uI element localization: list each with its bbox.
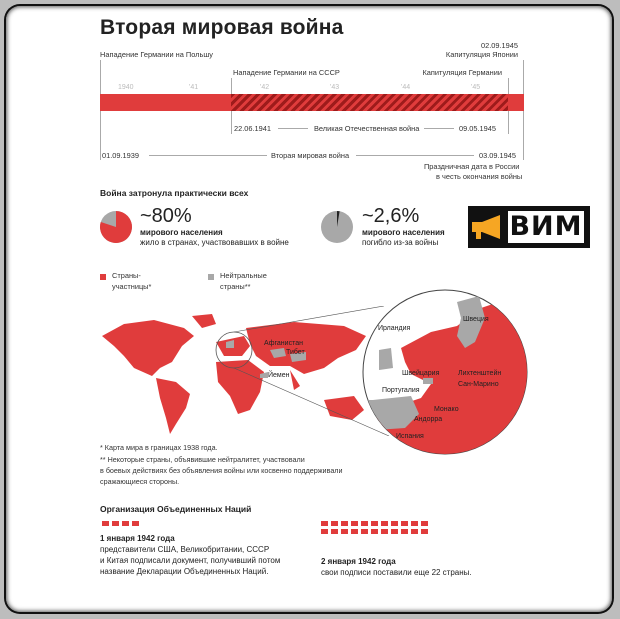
stat-2-value: ~2,6% (362, 205, 420, 227)
label-portugal: Португалия (382, 387, 420, 394)
germany-ussr-label: Нападение Германии на СССР (233, 68, 340, 77)
signatory-square (411, 521, 418, 526)
signatory-square (331, 521, 338, 526)
label-monaco: Монако (434, 406, 459, 413)
gpw-bar (231, 94, 508, 111)
ireland-shape (379, 348, 393, 370)
gpw-end-date: 09.05.1945 (459, 124, 496, 133)
signatory-square (341, 521, 348, 526)
legend-neutral-2: страны** (220, 282, 251, 291)
connector (356, 155, 474, 156)
year-tick: 1940 (118, 84, 134, 91)
vim-logo (468, 206, 590, 248)
participation-pie (98, 209, 134, 245)
label-san-marino: Сан-Марино (458, 381, 499, 388)
signatory-square (341, 529, 348, 534)
un-desc-1b: и Китая подписали документ, получивший потом (100, 556, 281, 565)
logo-text: ВИМ (509, 211, 583, 242)
footnote-1: * Карта мира в границах 1938 года. (100, 443, 218, 452)
switzerland-shape (423, 378, 433, 384)
asia (246, 322, 366, 374)
signatory-square (102, 521, 109, 526)
year-tick: '42 (260, 84, 270, 91)
signatory-squares-1942-jan-2 (321, 521, 431, 534)
un-date-1: 1 января 1942 года (100, 534, 175, 543)
signatory-square (351, 521, 358, 526)
label-tibet: Тибет (286, 349, 305, 356)
signatory-squares-1942-jan-1 (102, 521, 139, 526)
holiday-note: Праздничная дата в России (424, 162, 520, 171)
year-tick: '44 (401, 84, 411, 91)
un-desc-1c: название Декларации Объединенных Наций. (100, 567, 269, 576)
year-tick: '41 (189, 84, 199, 91)
label-spain: Испания (396, 433, 424, 440)
signatory-square (321, 529, 328, 534)
ww2-start-date: 01.09.1939 (102, 151, 139, 160)
stat-1-desc: жило в странах, участвовавших в войне (140, 238, 289, 247)
label-switzerland: Швейцария (402, 370, 440, 377)
year-tick: '45 (471, 84, 481, 91)
europe-zoom (361, 288, 529, 456)
casualty-pie (319, 209, 355, 245)
legend-participants: Страны- (112, 271, 141, 280)
signatory-square (401, 521, 408, 526)
un-date-2: 2 января 1942 года (321, 557, 396, 566)
signatory-square (351, 529, 358, 534)
ww2-label: Вторая мировая война (271, 151, 350, 160)
signatory-square (361, 529, 368, 534)
signatory-square (421, 521, 428, 526)
signatory-square (411, 529, 418, 534)
signatory-square (391, 521, 398, 526)
footnote-2a: ** Некоторые страны, объявившие нейтралитет, участвовали (100, 455, 305, 464)
japan-capitulation-date: 02.09.1945 (481, 41, 518, 50)
stat-2-label: мирового населения (362, 228, 445, 237)
megaphone-icon (472, 214, 506, 240)
un-heading: Организация Объединенных Наций (100, 504, 252, 514)
south-america (156, 378, 190, 434)
signatory-square (391, 529, 398, 534)
north-america (102, 320, 194, 376)
greenland (192, 314, 216, 328)
signatory-square (371, 529, 378, 534)
label-afghanistan: Афганистан (264, 340, 303, 347)
signatory-square (421, 529, 428, 534)
connector (278, 128, 308, 129)
connector (149, 155, 267, 156)
signatory-square (371, 521, 378, 526)
legend-swatch-participants (100, 274, 106, 280)
africa (216, 360, 264, 414)
stats-heading: Война затронула практически всех (100, 188, 249, 198)
signatory-square (122, 521, 129, 526)
signatory-square (381, 529, 388, 534)
signatory-square (132, 521, 139, 526)
year-tick: '43 (330, 84, 340, 91)
holiday-note: в честь окончания войны (436, 172, 523, 181)
gpw-start-date: 22.06.1941 (234, 124, 271, 133)
germany-capitulation-label: Капитуляция Германии (422, 68, 502, 77)
signatory-square (401, 529, 408, 534)
stat-1-label: мирового населения (140, 228, 223, 237)
un-desc-2: свои подписи поставили еще 22 страны. (321, 568, 472, 577)
signatory-square (112, 521, 119, 526)
japan-capitulation-label: Капитуляция Японии (445, 50, 518, 59)
footnote-2b: в боевых действиях без объявления войны или косвенно поддерживали (100, 466, 343, 475)
label-sweden: Швеция (463, 316, 489, 323)
infographic-card (6, 6, 612, 612)
legend-swatch-neutral (208, 274, 214, 280)
signatory-square (361, 521, 368, 526)
germany-poland-label: Нападение Германии на Польшу (100, 50, 213, 59)
connector (424, 128, 454, 129)
un-desc-1a: представители США, Великобритании, СССР (100, 545, 270, 554)
india (290, 370, 300, 390)
label-yemen: Йемен (268, 372, 290, 379)
stat-1-value: ~80% (140, 205, 192, 227)
legend-neutral: Нейтральные (220, 271, 267, 280)
signatory-square (331, 529, 338, 534)
label-ireland: Ирландия (378, 325, 411, 332)
signatory-square (381, 521, 388, 526)
page-title: Вторая мировая война (100, 16, 344, 39)
world-map (94, 306, 394, 436)
footnote-2c: сражающиеся стороны. (100, 477, 180, 486)
label-andorra: Андорра (414, 416, 443, 423)
gpw-label: Великая Отечественная война (314, 124, 420, 133)
legend-participants-2: участницы* (112, 282, 152, 291)
ww2-end-date: 03.09.1945 (479, 151, 516, 160)
signatory-square (321, 521, 328, 526)
stat-2-desc: погибло из-за войны (362, 238, 439, 247)
label-liechtenstein: Лихтенштейн (458, 370, 502, 377)
